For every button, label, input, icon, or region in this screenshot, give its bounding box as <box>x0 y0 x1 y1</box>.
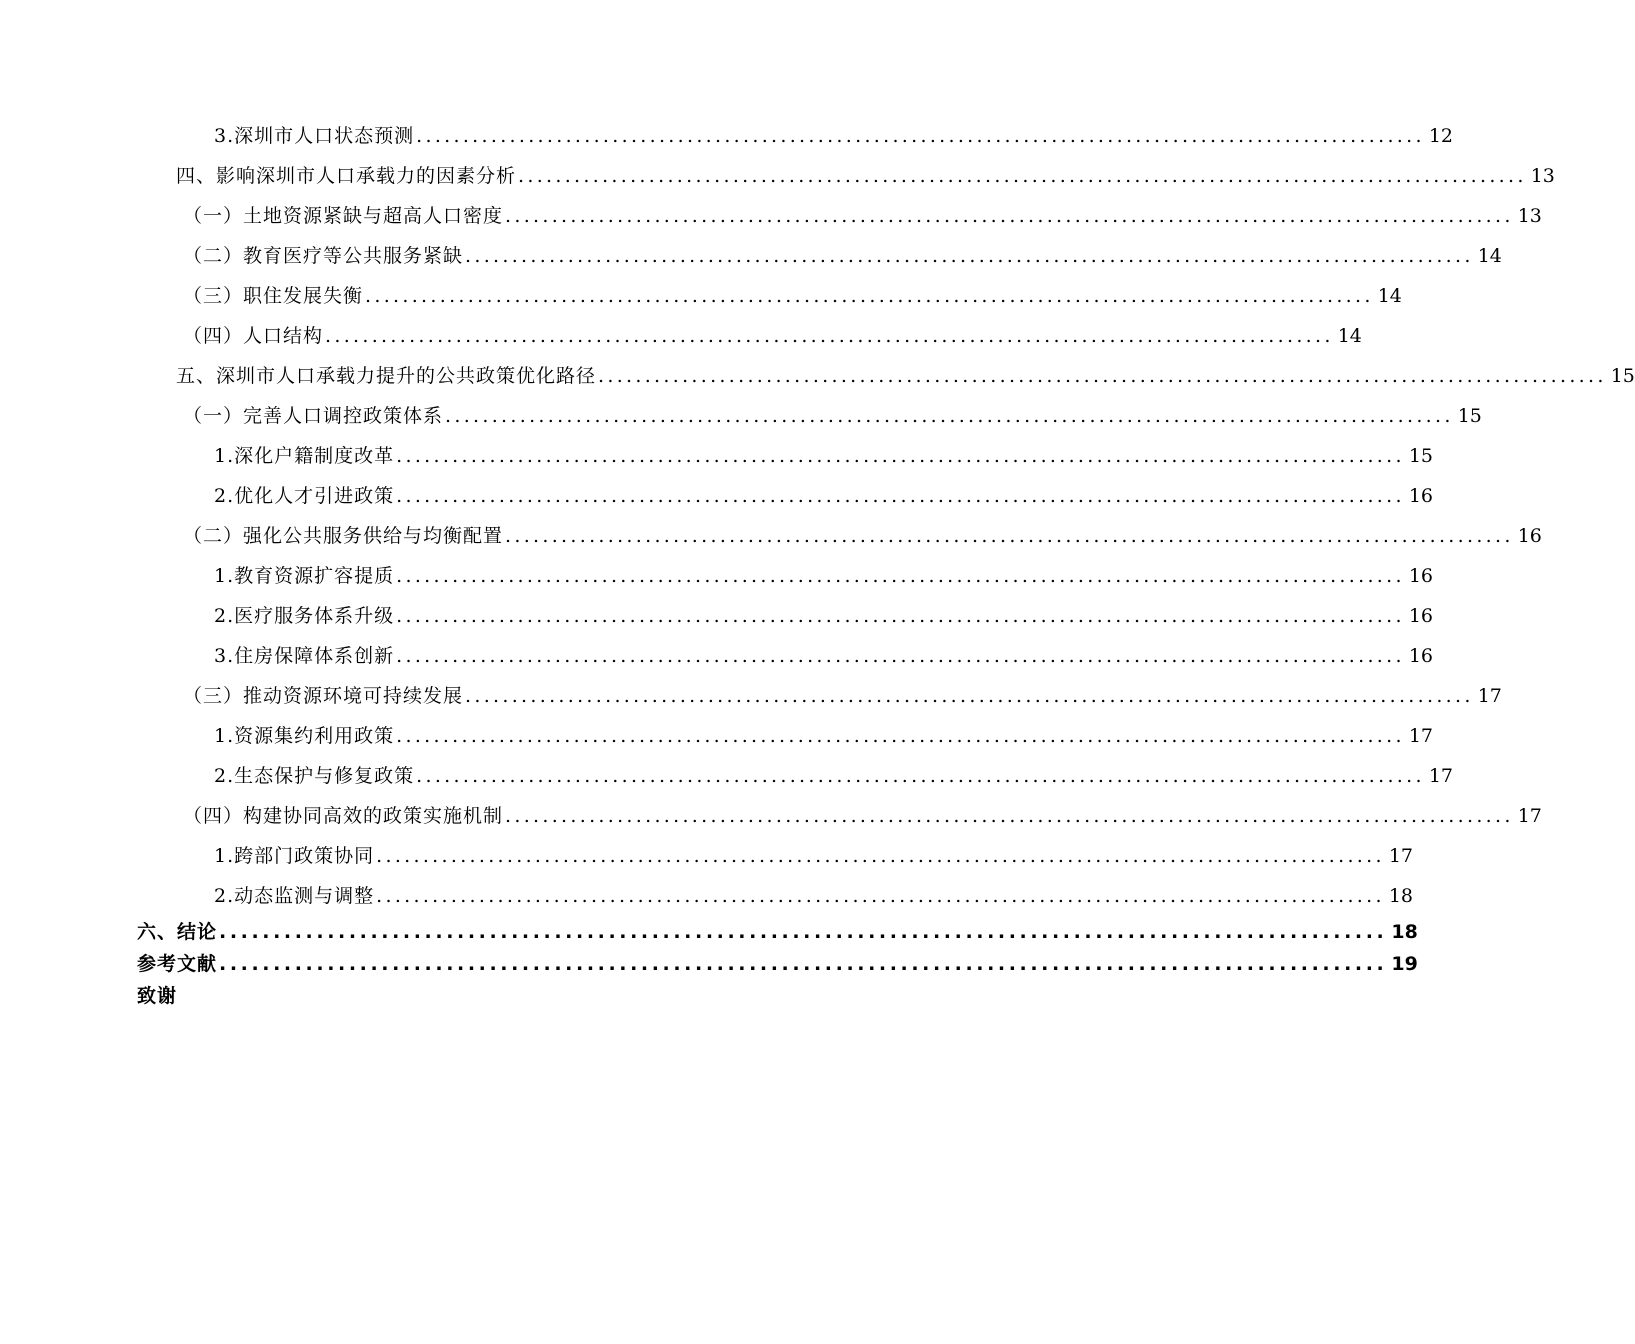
toc-entry-label: （二）教育医疗等公共服务紧缺 <box>183 245 464 267</box>
toc-dot-leader: ............................................................................................................ <box>219 921 1388 943</box>
toc-entry[interactable] <box>214 556 1433 596</box>
toc-entry-label: 2.医疗服务体系升级 <box>214 605 395 627</box>
toc-entry-label: 参考文献 <box>137 953 218 975</box>
toc-entry-label: （四）构建协同高效的政策实施机制 <box>183 805 504 827</box>
toc-entry-label: （四）人口结构 <box>183 325 324 347</box>
toc-entry-label: 1.深化户籍制度改革 <box>214 445 395 467</box>
toc-entry[interactable] <box>183 396 1482 436</box>
toc-page-number: 13 <box>1517 205 1542 227</box>
toc-page-number: 18 <box>1388 885 1413 907</box>
toc-dot-leader: ............................................................................................................ <box>396 645 1405 667</box>
toc-dot-leader: ............................................................................................................ <box>416 125 1425 147</box>
toc-dot-leader: ............................................................................................................ <box>325 325 1334 347</box>
toc-page-number: 17 <box>1477 685 1502 707</box>
toc-dot-leader: ............................................................................................................ <box>376 845 1385 867</box>
toc-page-number: 17 <box>1408 725 1433 747</box>
toc-page-number: 15 <box>1408 445 1433 467</box>
toc-entry-label: （一）土地资源紧缺与超高人口密度 <box>183 205 504 227</box>
toc-page-number: 15 <box>1610 365 1635 387</box>
toc-entry[interactable] <box>183 316 1362 356</box>
toc-entry-label: 2.动态监测与调整 <box>214 885 375 907</box>
toc-entry[interactable] <box>183 796 1542 836</box>
toc-dot-leader: ............................................................................................................ <box>465 245 1474 267</box>
toc-entry[interactable] <box>183 516 1542 556</box>
toc-page-number: 15 <box>1457 405 1482 427</box>
toc-entry-label: 1.教育资源扩容提质 <box>214 565 395 587</box>
toc-page-number: 16 <box>1408 485 1433 507</box>
toc-entry[interactable] <box>214 476 1433 516</box>
toc-dot-leader: ............................................................................................................ <box>465 685 1474 707</box>
toc-page-number: 16 <box>1517 525 1542 547</box>
toc-entry-label: （二）强化公共服务供给与均衡配置 <box>183 525 504 547</box>
toc-page-number: 16 <box>1408 605 1433 627</box>
toc-entry[interactable] <box>214 716 1433 756</box>
toc-dot-leader: ............................................................................................................ <box>396 445 1405 467</box>
toc-entry-label: 3.深圳市人口状态预测 <box>214 125 415 147</box>
toc-dot-leader: ............................................................................................................ <box>219 953 1388 975</box>
toc-entry[interactable] <box>176 356 1635 396</box>
toc-entry[interactable] <box>183 196 1542 236</box>
toc-entry-chapter[interactable] <box>137 980 177 1012</box>
toc-dot-leader: ............................................................................................................ <box>376 885 1385 907</box>
toc-entry-label: （三）推动资源环境可持续发展 <box>183 685 464 707</box>
toc-entry[interactable] <box>214 876 1413 916</box>
toc-dot-leader: ............................................................................................................ <box>396 725 1405 747</box>
toc-entry-label: （一）完善人口调控政策体系 <box>183 405 444 427</box>
toc-dot-leader: ............................................................................................................ <box>505 525 1514 547</box>
toc-dot-leader: ............................................................................................................ <box>445 405 1454 427</box>
toc-entry[interactable] <box>214 836 1413 876</box>
toc-page-number: 18 <box>1391 921 1418 943</box>
toc-entry-label: 2.优化人才引进政策 <box>214 485 395 507</box>
toc-entry[interactable] <box>183 236 1502 276</box>
toc-dot-leader: ............................................................................................................ <box>505 205 1514 227</box>
toc-page-number: 17 <box>1428 765 1453 787</box>
toc-entry[interactable] <box>176 156 1555 196</box>
toc-entry-label: 2.生态保护与修复政策 <box>214 765 415 787</box>
toc-dot-leader: ............................................................................................................ <box>416 765 1425 787</box>
toc-page-number: 14 <box>1477 245 1502 267</box>
toc-page-number: 12 <box>1428 125 1453 147</box>
toc-entry[interactable] <box>214 636 1433 676</box>
toc-dot-leader: ............................................................................................................ <box>598 365 1607 387</box>
toc-entry-label: 1.跨部门政策协同 <box>214 845 375 867</box>
toc-entry[interactable] <box>214 756 1453 796</box>
toc-entry[interactable] <box>183 276 1402 316</box>
toc-page-number: 17 <box>1388 845 1413 867</box>
toc-entry-label: （三）职住发展失衡 <box>183 285 364 307</box>
toc-dot-leader: ............................................................................................................ <box>518 165 1527 187</box>
toc-dot-leader: ............................................................................................................ <box>396 485 1405 507</box>
toc-entry-chapter[interactable] <box>137 916 1418 948</box>
toc-entry-label: 六、结论 <box>137 921 218 943</box>
toc-page-number: 14 <box>1377 285 1402 307</box>
toc-entry[interactable] <box>183 676 1502 716</box>
toc-entry[interactable] <box>214 596 1433 636</box>
toc-dot-leader: ............................................................................................................ <box>505 805 1514 827</box>
toc-page-number: 13 <box>1530 165 1555 187</box>
toc-entry-label: 3.住房保障体系创新 <box>214 645 395 667</box>
toc-entry[interactable] <box>214 436 1433 476</box>
toc-page-number: 17 <box>1517 805 1542 827</box>
toc-entry-label: 1.资源集约利用政策 <box>214 725 395 747</box>
toc-entry[interactable] <box>214 116 1453 156</box>
toc-page-number: 16 <box>1408 565 1433 587</box>
toc-entry-chapter[interactable] <box>137 948 1418 980</box>
toc-page-number: 14 <box>1337 325 1362 347</box>
toc-entry-label: 致谢 <box>137 985 178 1007</box>
toc-page-number: 19 <box>1391 953 1418 975</box>
toc-entry-label: 四、影响深圳市人口承载力的因素分析 <box>176 165 517 187</box>
toc-dot-leader: ............................................................................................................ <box>396 605 1405 627</box>
toc-dot-leader: ............................................................................................................ <box>365 285 1374 307</box>
toc-dot-leader: ............................................................................................................ <box>396 565 1405 587</box>
toc-page-number: 16 <box>1408 645 1433 667</box>
toc-entry-label: 五、深圳市人口承载力提升的公共政策优化路径 <box>176 365 597 387</box>
